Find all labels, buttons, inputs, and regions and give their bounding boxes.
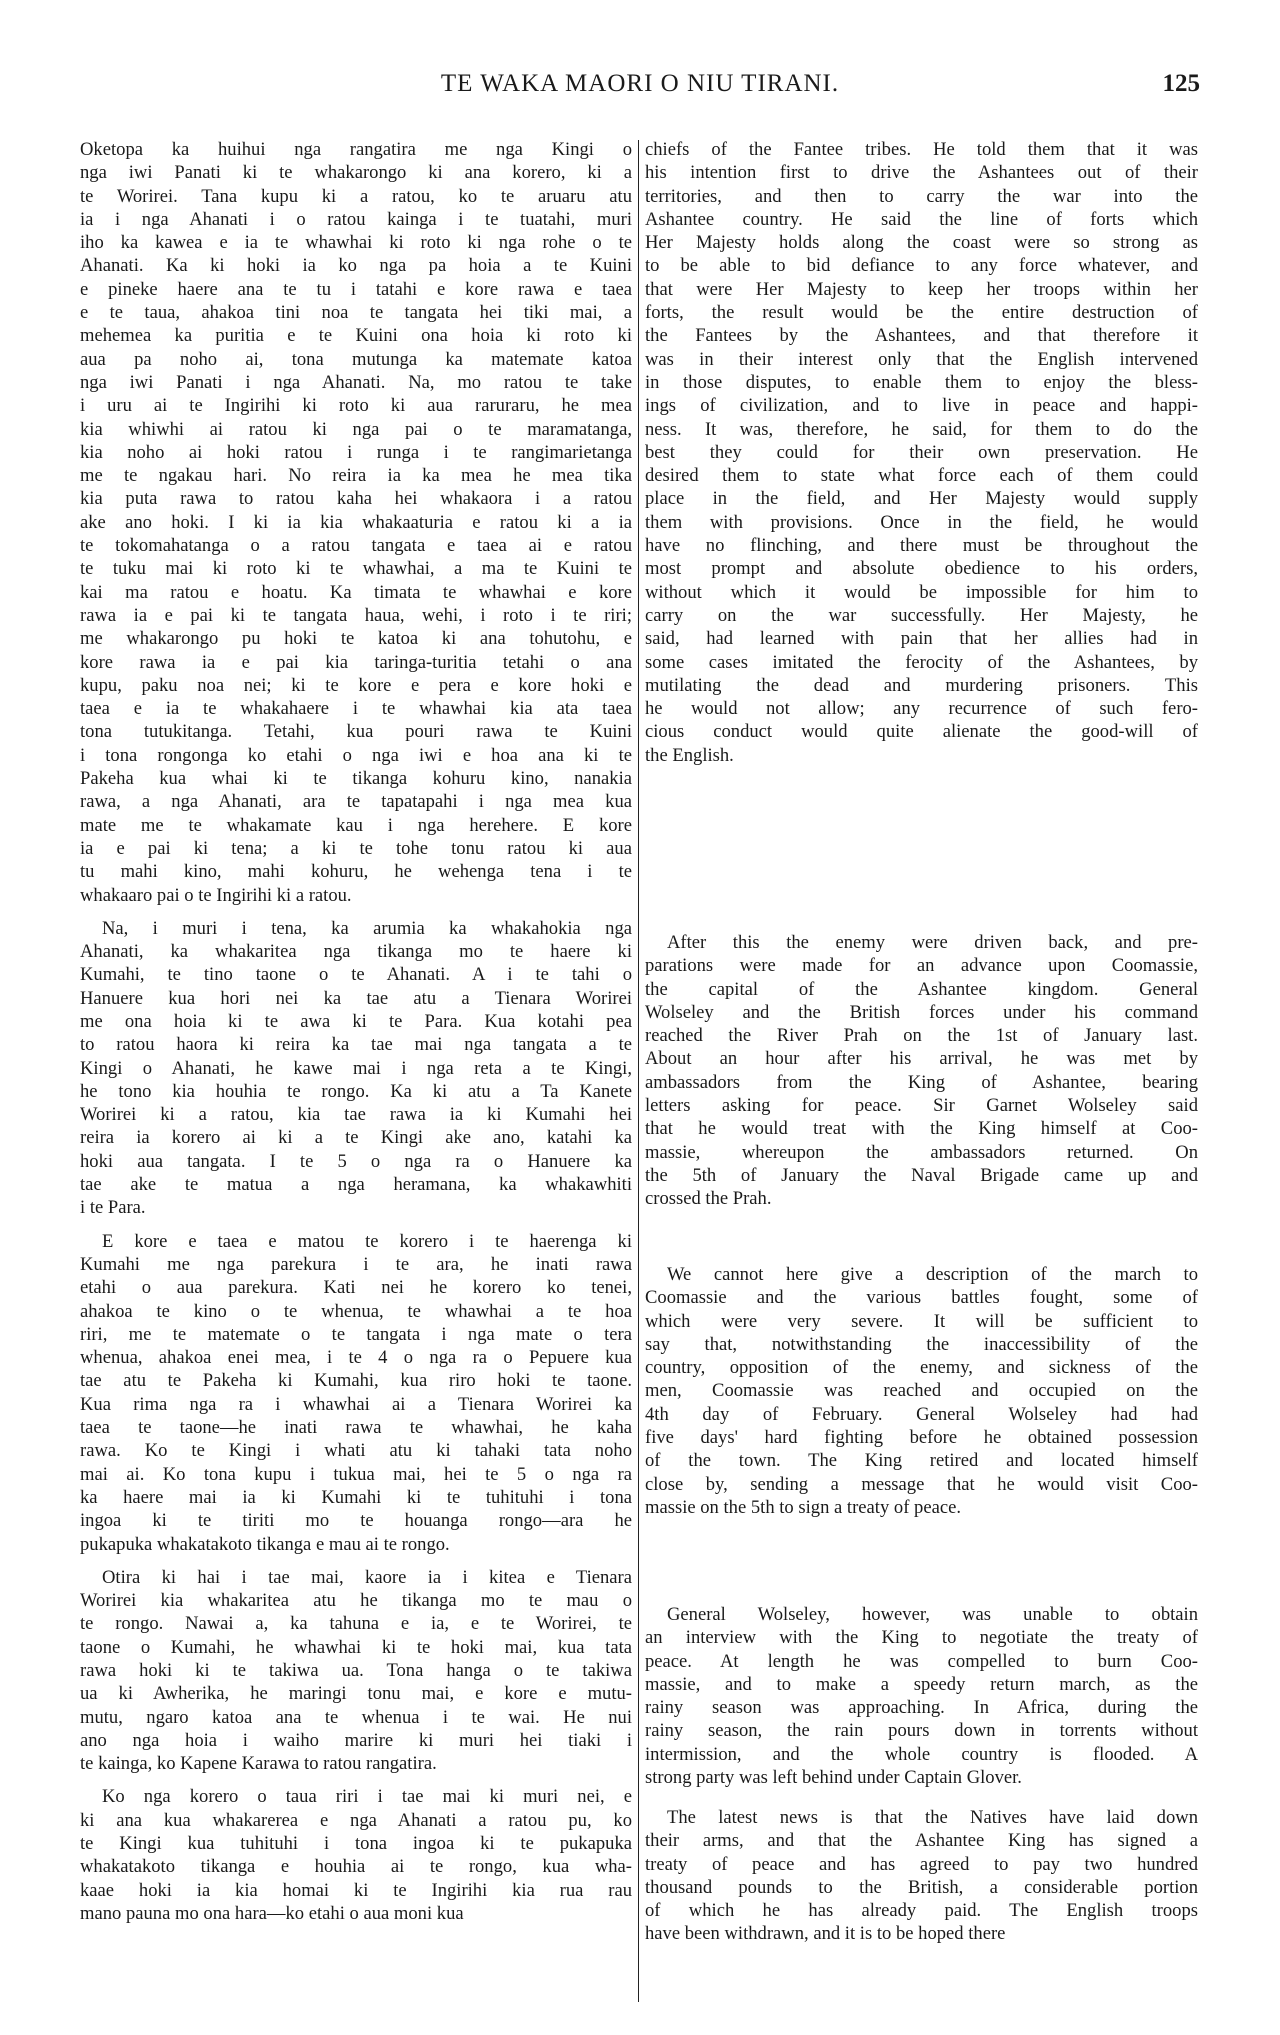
text-line: whenua, ahakoa enei mea, i te 4 o nga ra o Pepuere kua	[80, 1347, 632, 1369]
text-line: tae atu te Pakeha ki Kumahi, kua riro hoki te taone.	[80, 1370, 632, 1392]
text-line: ness. It was, therefore, he said, for them to do the	[645, 418, 1198, 440]
text-line: aua pa noho ai, tona mutunga ka matemate katoa	[80, 348, 632, 370]
text-line: rainy season, the rain pours down in torrents without	[645, 1720, 1198, 1742]
text-line: forts, the result would be the entire destruction of	[645, 302, 1198, 324]
text-line: etahi o aua parekura. Kati nei he korero ko tenei,	[80, 1277, 632, 1299]
text-line: i uru ai te Ingirihi ki roto ki aua raruraru, he mea	[80, 395, 632, 417]
newspaper-title: TE WAKA MAORI O NIU TIRANI.	[440, 70, 840, 97]
text-line: Oketopa ka huihui nga rangatira me nga Kingi o	[80, 139, 632, 160]
maori-text-column	[80, 138, 632, 1935]
text-line: i te Para.	[80, 1197, 146, 1219]
text-line: carry on the war successfully. Her Majesty, he	[645, 604, 1198, 626]
text-line: te tokomahatanga o a ratou tangata e taea ai e ratou	[80, 535, 632, 557]
text-line: say that, notwithstanding the inaccessibility of the	[645, 1333, 1198, 1355]
text-line: reached the River Prah on the 1st of January last.	[645, 1025, 1198, 1047]
text-line: ia e pai ki tena; a ki te tohe tonu ratou ki aua	[80, 837, 632, 859]
text-line: whakaaro pai o te Ingirihi ki a ratou.	[80, 884, 352, 906]
text-line: the English.	[645, 744, 734, 766]
text-line: thousand pounds to the British, a considerable portion	[645, 1876, 1198, 1898]
text-line: Ko nga korero o taua riri i tae mai ki muri nei, e	[102, 1786, 632, 1808]
text-line: hoki aua tangata. I te 5 o nga ra o Hanuere ka	[80, 1150, 632, 1172]
paragraph	[645, 1603, 1198, 1789]
text-line: taone o Kumahi, he whawhai ki te hoki mai, kua tata	[80, 1636, 632, 1658]
text-line: the Fantees by the Ashantees, and that therefore it	[645, 325, 1198, 347]
paragraph	[645, 1263, 1198, 1519]
text-line: that he would treat with the King himself at Coo-	[645, 1118, 1198, 1140]
text-line: nga iwi Panati i nga Ahanati. Na, mo ratou te take	[80, 371, 632, 393]
text-line: We cannot here give a description of the march to	[667, 1264, 1198, 1285]
text-line: ka haere mai ia ki Kumahi ki te tuhituhi i tona	[80, 1486, 632, 1508]
text-line: rawa hoki ki te takiwa ua. Tona hanga o te takiwa	[80, 1660, 632, 1681]
text-line: massie on the 5th to sign a treaty of peace.	[645, 1496, 961, 1518]
text-line: 4th day of February. General Wolseley had had	[645, 1403, 1198, 1425]
text-line: e pineke haere ana te tu i tatahi e kore rawa e taea	[80, 278, 632, 300]
text-line: desired them to state what force each of them could	[645, 465, 1198, 487]
text-line: them with provisions. Once in the field, he would	[645, 511, 1198, 533]
text-line: Her Majesty holds along the coast were so strong as	[645, 232, 1198, 254]
text-line: mutu, ngaro katoa ana te whenua i te wai. He nui	[80, 1706, 632, 1728]
text-line: mano pauna mo ona hara—ko etahi o aua moni kua	[80, 1902, 464, 1924]
text-line: place in the field, and Her Majesty would supply	[645, 488, 1198, 510]
text-line: About an hour after his arrival, he was met by	[645, 1048, 1198, 1070]
text-line: of which he has already paid. The English troops	[645, 1900, 1198, 1922]
text-line: ingoa ki te tiriti mo te houanga rongo—ara he	[80, 1510, 632, 1532]
text-line: Kingi o Ahanati, he kawe mai i nga reta a te Kingi,	[80, 1057, 632, 1079]
paragraph	[645, 138, 1198, 767]
text-line: riri, me te matemate o te tangata i nga mate o tera	[80, 1323, 632, 1345]
text-line: massie, whereupon the ambassadors returned. On	[645, 1141, 1198, 1163]
text-line: taea te taone—he inati rawa te whawhai, he kaha	[80, 1417, 632, 1439]
text-line: Kumahi me nga parekura i te ara, he inati rawa	[80, 1253, 632, 1275]
text-line: te rongo. Nawai a, ka tahuna e ia, e te Worirei, te	[80, 1613, 632, 1635]
text-line: cious conduct would quite alienate the good-will of	[645, 721, 1198, 743]
text-line: parations were made for an advance upon Coomassie,	[645, 955, 1198, 977]
paragraph	[645, 1806, 1198, 1946]
text-line: most prompt and absolute obedience to his orders,	[645, 558, 1198, 580]
text-line: Hanuere kua hori nei ka tae atu a Tienara Worirei	[80, 987, 632, 1009]
text-line: taea e ia te whakahaere i te whawhai kia ata taea	[80, 698, 632, 720]
text-line: rainy season was approaching. In Africa, during the	[645, 1697, 1198, 1719]
text-line: men, Coomassie was reached and occupied on the	[645, 1380, 1198, 1402]
text-line: pukapuka whakatakoto tikanga e mau ai te rongo.	[80, 1533, 450, 1555]
text-line: Ahanati. Ka ki hoki ia ko nga pa hoia a te Kuini	[80, 255, 632, 277]
text-line: Ashantee country. He said the line of forts which	[645, 208, 1198, 230]
text-line: The latest news is that the Natives have laid down	[667, 1807, 1198, 1828]
text-line: without which it would be impossible for him to	[645, 581, 1198, 603]
text-line: in those disputes, to enable them to enjoy the bless-	[645, 371, 1198, 393]
text-line: i tona rongonga ko etahi o nga iwi e hoa ana ki te	[80, 744, 632, 766]
text-line: five days' hard fighting before he obtained possession	[645, 1427, 1198, 1449]
text-line: the capital of the Ashantee kingdom. General	[645, 978, 1198, 1000]
page-number: 125	[1162, 70, 1200, 97]
text-line: ua ki Awherika, he maringi tonu mai, e kore e mutu-	[80, 1683, 632, 1705]
text-line: rawa, a nga Ahanati, ara te tapatapahi i nga mea kua	[80, 791, 632, 813]
paragraph	[80, 138, 632, 907]
text-line: Kua rima nga ra i whawhai ai a Tienara Worirei ka	[80, 1393, 632, 1415]
text-line: iho ka kawea e ia te whawhai ki roto ki nga rohe o te	[80, 232, 632, 254]
text-line: territories, and then to carry the war into the	[645, 185, 1198, 207]
text-line: he would not allow; any recurrence of such fero-	[645, 698, 1198, 720]
text-line: nga iwi Panati ki te whakarongo ki ana korero, ki a	[80, 162, 632, 184]
text-line: E kore e taea e matou te korero i te haerenga ki	[102, 1230, 632, 1252]
text-line: tae ake te matua a nga heramana, ka whakawhiti	[80, 1174, 632, 1196]
text-line: reira ia korero ai ki a te Kingi ake ano, katahi ka	[80, 1127, 632, 1149]
text-line: te tuku mai ki roto ki te whawhai, a ma te Kuini te	[80, 558, 632, 580]
text-line: mai ai. Ko tona kupu i tukua mai, hei te 5 o nga ra	[80, 1463, 632, 1485]
text-line: said, had learned with pain that her allies had in	[645, 628, 1198, 650]
page-header	[80, 70, 1200, 110]
text-line: kia puta rawa to ratou kaha hei whakaora i a ratou	[80, 488, 632, 510]
text-line: Otira ki hai i tae mai, kaore ia i kitea e Tienara	[102, 1566, 632, 1588]
text-line: have been withdrawn, and it is to be hoped there	[645, 1923, 1006, 1945]
text-line: ia i nga Ahanati i o ratou kainga i te tuatahi, muri	[80, 208, 632, 230]
text-line: that were Her Majesty to keep her troops within her	[645, 278, 1198, 300]
text-line: mehemea ka puritia e te Kuini ona hoia ki roto ki	[80, 325, 632, 347]
text-line: rawa. Ko te Kingi i whati atu ki tahaki tata noho	[80, 1440, 632, 1462]
text-line: Wolseley and the British forces under his command	[645, 1001, 1198, 1023]
text-line: letters asking for peace. Sir Garnet Wolseley said	[645, 1095, 1198, 1117]
text-line: strong party was left behind under Captain Glover.	[645, 1767, 1022, 1789]
text-line: e te taua, ahakoa tini noa te tangata hei tiki mai, a	[80, 302, 632, 324]
text-line: te Kingi kua tuhituhi i tona ingoa ki te pukapuka	[80, 1833, 632, 1855]
text-line: Ahanati, ka whakaritea nga tikanga mo te haere ki	[80, 941, 632, 963]
text-line: Worirei ki a ratou, kia tae rawa ia ki Kumahi hei	[80, 1104, 632, 1126]
text-line: ings of civilization, and to live in peace and happi-	[645, 395, 1198, 417]
text-line: kai ma ratou e hoatu. Ka timata te whawhai e kore	[80, 581, 632, 603]
text-line: mutilating the dead and murdering prisoners. This	[645, 674, 1198, 696]
text-line: whakatakoto tikanga e houhia ai te rongo, kua wha-	[80, 1856, 632, 1878]
text-line: Coomassie and the various battles fought, some of	[645, 1287, 1198, 1309]
text-line: crossed the Prah.	[645, 1188, 772, 1210]
text-line: me ona hoia ki te awa ki te Para. Kua kotahi pea	[80, 1010, 632, 1032]
text-line: kia whiwhi ai ratou ki nga pai o te maramatanga,	[80, 418, 632, 440]
text-line: mate me te whakamate kau i nga herehere. E kore	[80, 814, 632, 836]
text-line: intermission, and the whole country is flooded. A	[645, 1743, 1198, 1765]
text-line: Pakeha kua whai ki te tikanga kohuru kino, nanakia	[80, 768, 632, 790]
paragraph	[80, 1230, 632, 1556]
text-line: kaae hoki ia kia homai ki te Ingirihi kia rua rau	[80, 1879, 632, 1901]
text-line: to be able to bid defiance to any force whatever, and	[645, 255, 1198, 277]
text-line: treaty of peace and has agreed to pay two hundred	[645, 1853, 1198, 1875]
text-line: kore rawa ia e pai kia taringa-turitia tetahi o ana	[80, 651, 632, 673]
text-line: close by, sending a message that he would visit Coo-	[645, 1473, 1198, 1495]
text-line: which were very severe. It will be sufficient to	[645, 1310, 1198, 1332]
text-line: have no flinching, and there must be throughout the	[645, 535, 1198, 557]
text-line: ki ana kua whakarerea e nga Ahanati a ratou pu, ko	[80, 1809, 632, 1831]
text-line: rawa ia e pai ki te tangata haua, wehi, i roto i te riri;	[80, 604, 632, 626]
text-line: ano nga hoia i waiho marire ki muri hei tiaki i	[80, 1729, 632, 1751]
column-divider	[638, 140, 639, 2002]
text-line: his intention first to drive the Ashantees out of their	[645, 162, 1198, 184]
paragraph	[645, 931, 1198, 1211]
text-line: kia noho ai hoki ratou i runga i te rangimarietanga	[80, 441, 632, 463]
paragraph	[80, 1566, 632, 1776]
text-line: After this the enemy were driven back, and pre-	[667, 932, 1198, 953]
text-line: some cases imitated the ferocity of the Ashantees, by	[645, 651, 1198, 673]
text-line: the 5th of January the Naval Brigade came up and	[645, 1164, 1198, 1186]
text-line: tona tutukitanga. Tetahi, kua pouri rawa te Kuini	[80, 721, 632, 743]
text-line: massie, and to make a speedy return march, as the	[645, 1673, 1198, 1695]
text-line: te kainga, ko Kapene Karawa to ratou rangatira.	[80, 1753, 437, 1775]
text-line: me te ngakau hari. No reira ia ka mea he mea tika	[80, 465, 632, 487]
text-line: peace. At length he was compelled to burn Coo-	[645, 1650, 1198, 1672]
text-line: me whakarongo pu hoki te katoa ki ana tohutohu, e	[80, 628, 632, 650]
text-line: ahakoa te kino o te whenua, te whawhai a te hoa	[80, 1300, 632, 1322]
text-line: Worirei kia whakaritea atu he tikanga mo te mau o	[80, 1590, 632, 1612]
text-line: an interview with the King to negotiate the treaty of	[645, 1627, 1198, 1649]
text-line: kupu, paku noa nei; ki te kore e pera e kore hoki e	[80, 674, 632, 696]
text-line: country, opposition of the enemy, and sickness of the	[645, 1357, 1198, 1379]
text-line: he tono kia houhia te rongo. Ka ki atu a Ta Kanete	[80, 1080, 632, 1102]
text-line: te Worirei. Tana kupu ki a ratou, ko te aruaru atu	[80, 185, 632, 207]
text-line: chiefs of the Fantee tribes. He told them that it was	[645, 139, 1198, 160]
text-line: ake ano hoki. I ki ia kia whakaaturia e ratou ki a ia	[80, 511, 632, 533]
text-line: best they could for their own preservation. He	[645, 441, 1198, 463]
paragraph	[80, 1785, 632, 1925]
text-line: Kumahi, te tino taone o te Ahanati. A i te tahi o	[80, 964, 632, 986]
text-line: their arms, and that the Ashantee King has signed a	[645, 1830, 1198, 1852]
text-line: to ratou haora ki reira ka tae mai nga tangata a te	[80, 1034, 632, 1056]
text-line: General Wolseley, however, was unable to obtain	[667, 1604, 1198, 1625]
text-line: of the town. The King retired and located himself	[645, 1450, 1198, 1472]
text-line: was in their interest only that the English intervened	[645, 348, 1198, 370]
text-line: Na, i muri i tena, ka arumia ka whakahokia nga	[102, 917, 632, 939]
paragraph	[80, 917, 632, 1220]
text-line: ambassadors from the King of Ashantee, bearing	[645, 1071, 1198, 1093]
text-line: tu mahi kino, mahi kohuru, he wehenga tena i te	[80, 861, 632, 883]
